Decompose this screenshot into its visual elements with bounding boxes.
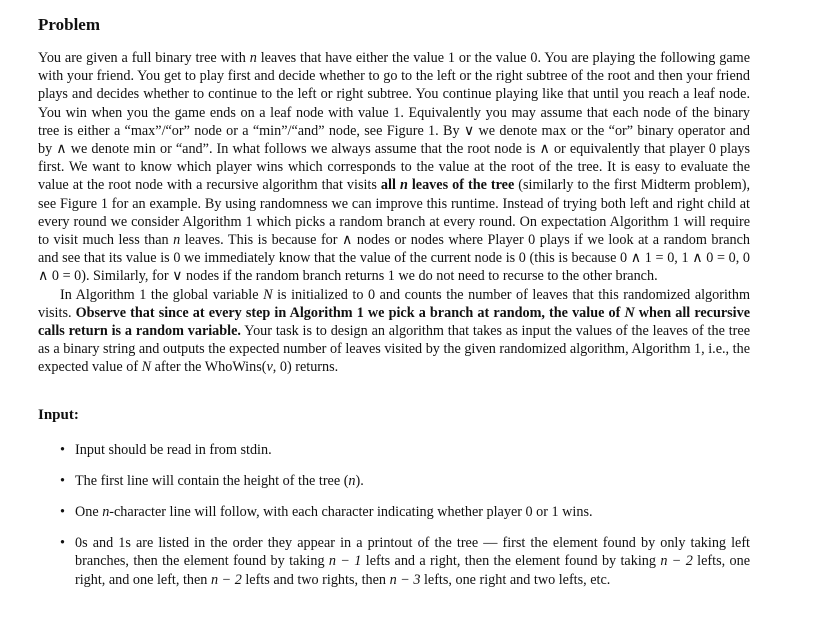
math-vee: ∨ [172,268,183,285]
problem-paragraph-2: In Algorithm 1 the global variable N is initialized to 0 and counts the number of leaves that this randomized algorithm visits. Observe that since at every step in Algorithm 1 we pick a branch at random, the value of N when all recursive calls return is a random variable. Your task is to design an algorithm that takes as input the values of the leaves of the tree as a binary string and outputs the expected number of leaves visited by the given randomized algorithm, Algorithm 1, i.e., the expected value of N after the WhoWins(v, 0) returns. [38,286,750,376]
math-n: n [399,177,408,194]
emphasis-text: all [380,177,400,194]
list-item: • One n-character line will follow, with each character indicating whether player 0 or 1 wins. [60,504,593,521]
math-equations: 0 ∧ 1 = 0, 1 ∧ 0 = 0, 0 ∧ 0 = 0 [38,250,750,285]
math-n: n [173,232,181,249]
problem-paragraph-1: You are given a full binary tree with n leaves that have either the value 1 or the value 0. You are playing the following game with your friend. You get to play first and decide whether to go to the left or the right subtree of the root and then your friend plays and decides whether to continue to the left or right subtree. You continue playing like that until you reach a leaf node. You win when you the game ends on a leaf node with value 1. Equivalently you may assume that each node of the binary tree is either a “max”/“or” node or a “min”/“and” node, see Figure 1. By ∨ we denote max or the “or” binary operator and by ∧ we denote min or “and”. In what follows we always assume that the root node is ∧ or equivalently that player 0 plays first. We want to know which player wins which corresponds to the value at the root of the tree. It is easy to evaluate the value at the root node with a recursive algorithm that visits all n leaves of the tree (similarly to the first Midterm problem), see Figure 1 for an example. By using randomness we can improve this runtime. Instead of trying both left and right child at every round we consider Algorithm 1 which picks a random branch at every round. On expectation Algorithm 1 will require to visit much less than n leaves. This is because for ∧ nodes or nodes where Player 0 plays if we look at a random branch and see that its value is 0 we immediately know that the value of the current node is 0 (this is because 0 ∧ 1 = 0, 1 ∧ 0 = 0, 0 ∧ 0 = 0). Similarly, for ∨ nodes if the random branch returns 1 we do not need to recurse to the other branch. [38,50,751,285]
math-wedge: ∧ [341,232,353,249]
list-item: • 0s and 1s are listed in the order they appear in a printout of the tree — first the element found by only taking left branches, then the element found by taking n − 1 lefts and a right, then the element found by taking n − 2 lefts, one right, and one left, then n − 2 lefts and two rights, then n − 3 lefts, one right and two lefts, etc. [60,535,750,588]
emphasis-text: leaves of the tree [407,177,515,194]
math-max: max [541,122,567,139]
input-list [38,441,750,589]
math-expr: n − 1 [328,553,362,570]
bullet-icon: • [60,504,65,521]
emphasis-text: Observe that since at every step in Algorithm 1 we pick a branch at random, the value of [75,304,625,321]
emphasis-text: when all recursive calls return is a random variable. [38,304,750,340]
document-page [38,14,750,602]
bullet-icon: • [60,441,65,458]
bullet-icon: • [60,472,65,489]
function-name: WhoWins [204,359,262,376]
math-expr: n − 3 [389,571,421,588]
math-min: min [133,141,156,158]
math-wedge: ∧ [56,141,67,158]
math-N: N [141,359,152,376]
input-heading: Input: [38,406,79,423]
list-item: • Input should be read in from stdin. [60,441,272,458]
math-vee: ∨ [463,122,475,139]
math-v: v [266,359,273,376]
list-item: • The first line will contain the height of the tree (n). [60,472,364,489]
bullet-icon: • [60,535,65,552]
problem-heading: Problem [38,15,101,34]
math-expr: n − 2 [210,571,242,588]
math-n: n [102,504,110,521]
math-n: n [348,472,356,489]
math-N: N [263,286,273,303]
math-wedge: ∧ [539,141,550,158]
math-N: N [624,304,635,321]
math-expr: n − 2 [660,553,693,570]
math-n: n [249,50,257,66]
